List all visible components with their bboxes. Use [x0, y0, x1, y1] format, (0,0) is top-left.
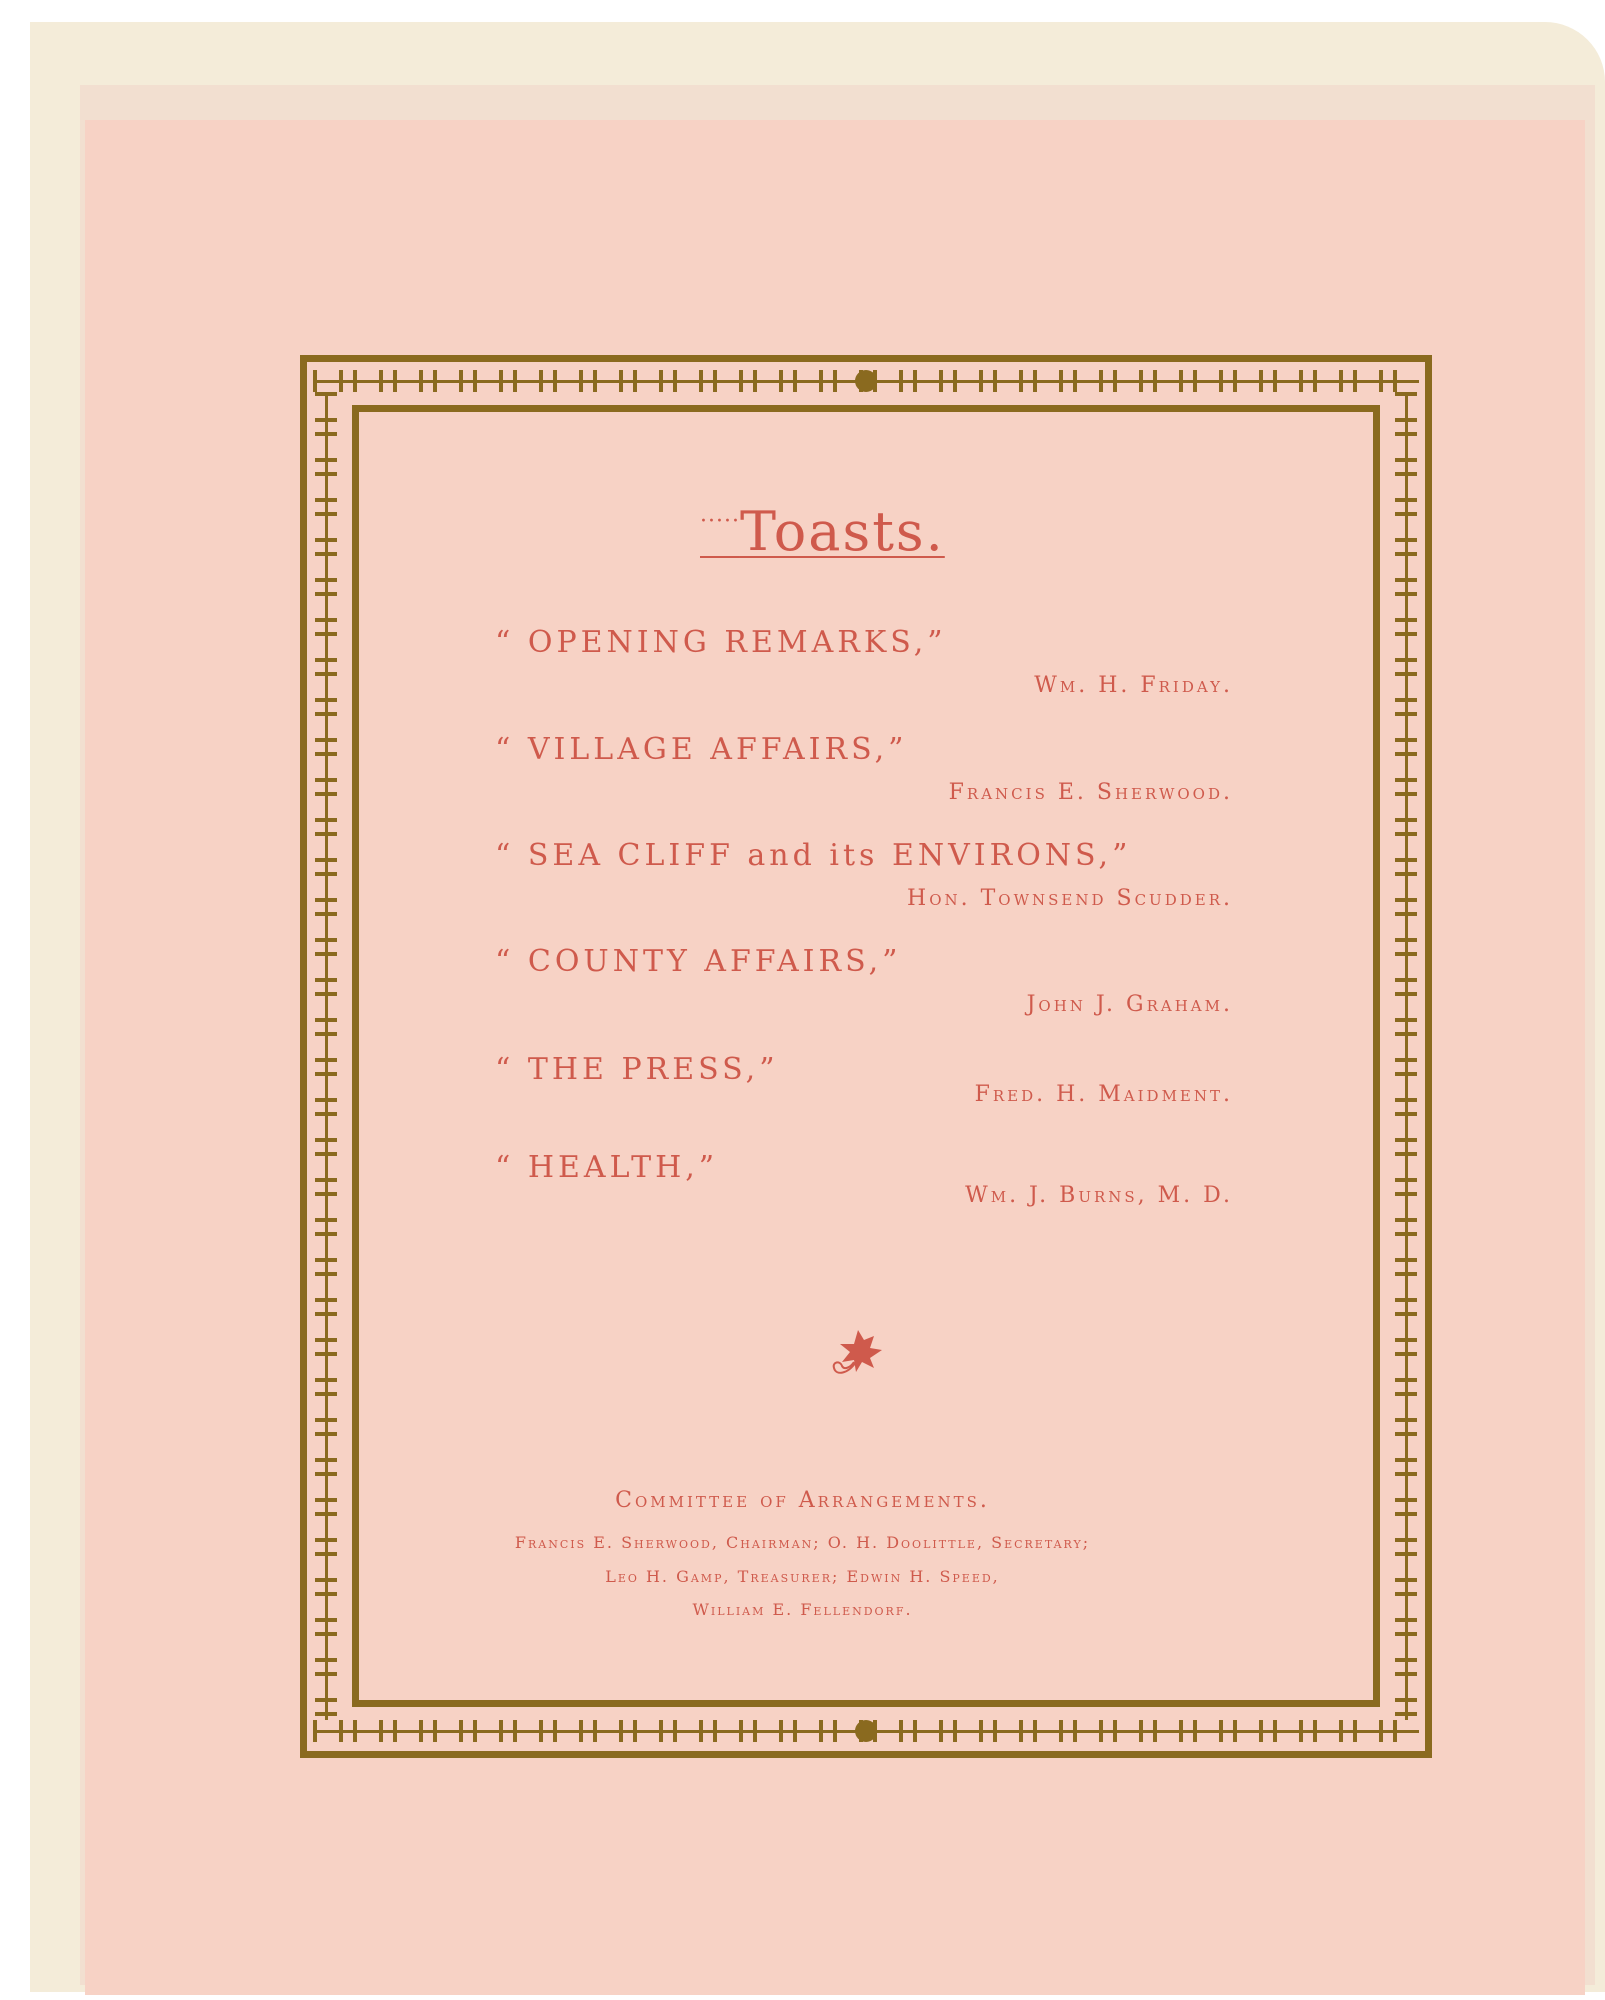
toast-speaker: John J. Graham.	[1026, 992, 1233, 1017]
page-title	[700, 500, 1020, 563]
title-text: Toasts.	[739, 500, 945, 563]
toast-title: “ THE PRESS,”	[495, 1052, 779, 1087]
chain-border-right	[1395, 392, 1417, 1720]
toast-title: “ OPENING REMARKS,”	[495, 625, 947, 660]
dot-medallion-icon	[855, 370, 877, 392]
committee-heading: Committee of Arrangements.	[615, 1488, 990, 1513]
toast-speaker: Fred. H. Maidment.	[974, 1082, 1233, 1107]
leaf-ornament-icon	[828, 1322, 888, 1380]
toast-speaker: Hon. Townsend Scudder.	[907, 886, 1233, 911]
committee-line: Leo H. Gamp, Treasurer; Edwin H. Speed,	[605, 1567, 1000, 1586]
toast-title: “ SEA CLIFF and its ENVIRONS,”	[495, 838, 1132, 873]
title-lead-dots: ·····	[700, 509, 740, 534]
toast-title: “ VILLAGE AFFAIRS,”	[495, 732, 908, 767]
toast-speaker: Francis E. Sherwood.	[948, 780, 1233, 805]
committee-line: William E. Fellendorf.	[692, 1600, 913, 1619]
committee-line: Francis E. Sherwood, Chairman; O. H. Doolittle, Secretary;	[514, 1533, 1091, 1552]
toast-title: “ HEALTH,”	[495, 1150, 719, 1185]
toast-speaker: Wm. H. Friday.	[1034, 673, 1233, 698]
chain-border-left	[315, 392, 337, 1720]
toast-speaker: Wm. J. Burns, M. D.	[965, 1183, 1233, 1208]
toast-title: “ COUNTY AFFAIRS,”	[495, 944, 902, 979]
dot-medallion-icon	[855, 1720, 877, 1742]
